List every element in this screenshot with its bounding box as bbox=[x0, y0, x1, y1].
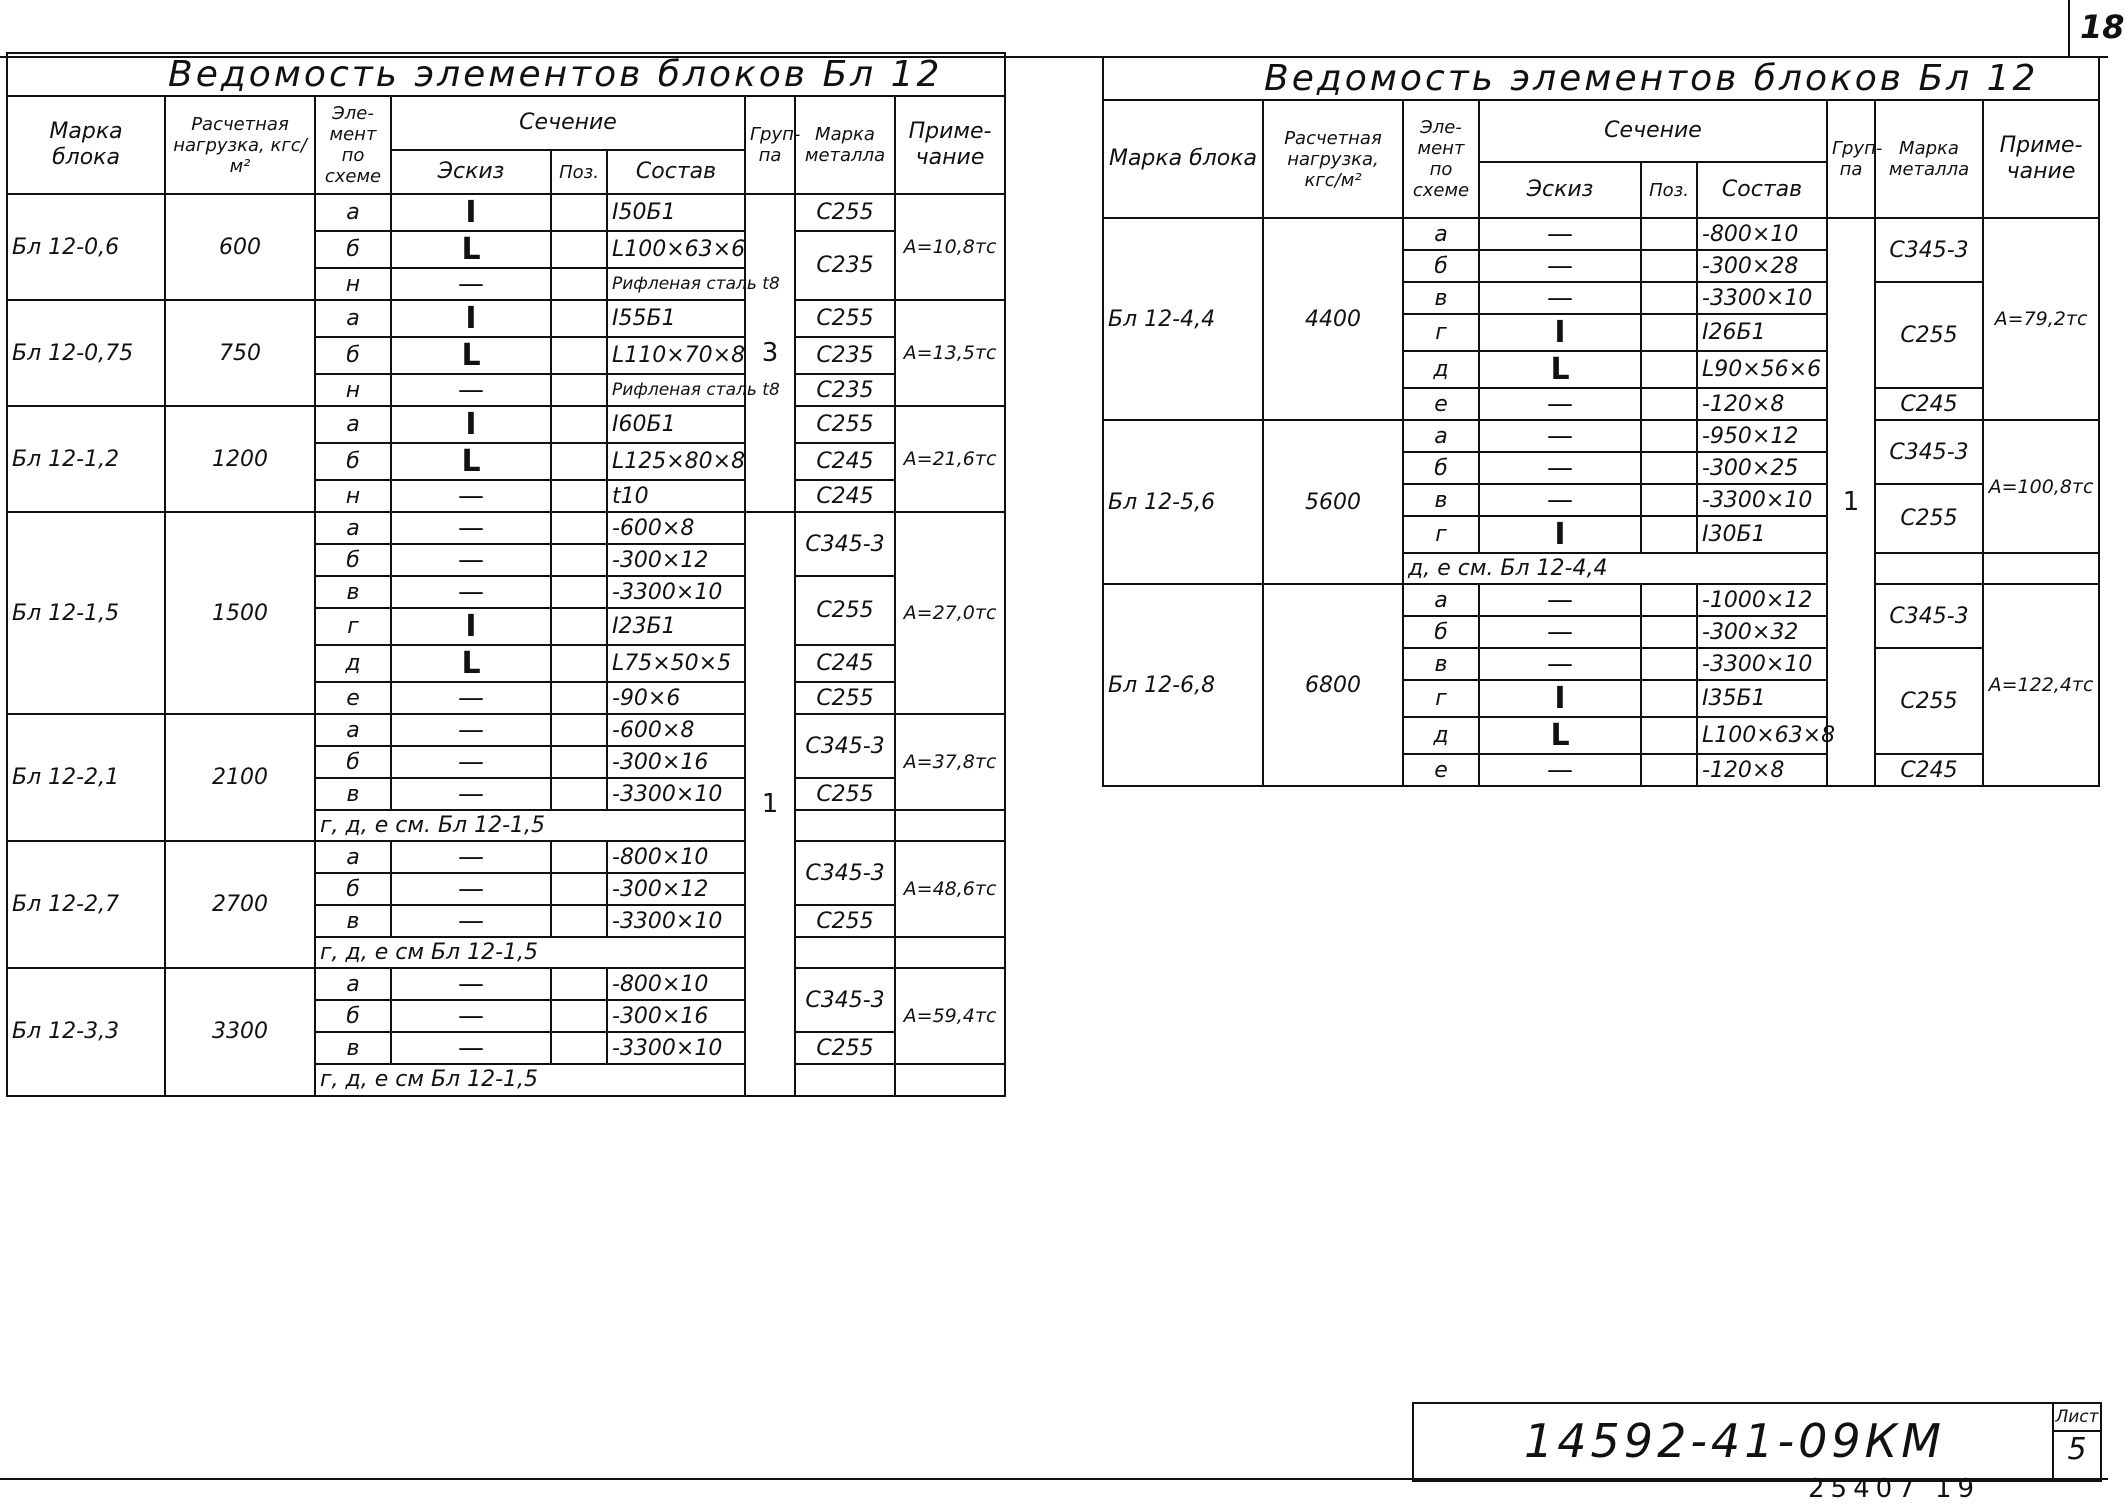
section-sketch: — bbox=[391, 778, 551, 810]
position-cell bbox=[1641, 282, 1697, 314]
metal-grade: С245 bbox=[795, 645, 895, 682]
section-sketch: — bbox=[391, 480, 551, 512]
section-sketch: — bbox=[391, 576, 551, 608]
metal-grade: С245 bbox=[1875, 388, 1983, 420]
document-code: 14592-41-09КМ bbox=[1524, 1414, 1945, 1468]
composition: -300×12 bbox=[607, 873, 745, 905]
composition: Рифленая сталь t8 bbox=[607, 268, 745, 300]
header-note: Приме- чание bbox=[1983, 100, 2099, 218]
title-block bbox=[1412, 1402, 2054, 1482]
element-letter: б bbox=[315, 337, 391, 374]
composition: -800×10 bbox=[1697, 218, 1827, 250]
element-letter: в bbox=[315, 1032, 391, 1064]
metal-grade: С345-3 bbox=[795, 512, 895, 576]
element-letter: б bbox=[1403, 616, 1479, 648]
element-letter: а bbox=[315, 406, 391, 443]
header-position: Поз. bbox=[1641, 162, 1697, 218]
element-letter: б bbox=[315, 873, 391, 905]
element-letter: в bbox=[315, 778, 391, 810]
element-letter: г bbox=[1403, 314, 1479, 351]
element-letter: в bbox=[1403, 648, 1479, 680]
header-note: Приме- чание bbox=[895, 96, 1005, 194]
page-number-bar bbox=[2068, 0, 2070, 56]
block-mark: Бл 12-4,4 bbox=[1103, 218, 1263, 420]
element-letter: а bbox=[1403, 420, 1479, 452]
position-cell bbox=[1641, 314, 1697, 351]
position-cell bbox=[1641, 452, 1697, 484]
section-sketch: — bbox=[1479, 648, 1641, 680]
section-sketch: — bbox=[1479, 420, 1641, 452]
element-letter: в bbox=[315, 905, 391, 937]
section-sketch: — bbox=[391, 905, 551, 937]
composition: -300×12 bbox=[607, 544, 745, 576]
block-load: 1500 bbox=[165, 512, 315, 714]
metal-empty bbox=[795, 1064, 895, 1095]
section-sketch: I bbox=[391, 406, 551, 443]
composition: -3300×10 bbox=[607, 905, 745, 937]
section-sketch: — bbox=[391, 374, 551, 406]
metal-empty bbox=[795, 810, 895, 841]
position-cell bbox=[1641, 680, 1697, 717]
position-cell bbox=[1641, 516, 1697, 553]
element-letter: е bbox=[1403, 388, 1479, 420]
section-sketch: — bbox=[391, 714, 551, 746]
metal-grade: С255 bbox=[1875, 648, 1983, 754]
section-sketch: L bbox=[1479, 351, 1641, 388]
header-block-mark: Марка блока bbox=[1103, 100, 1263, 218]
composition: -600×8 bbox=[607, 512, 745, 544]
header-group: Груп- па bbox=[1827, 100, 1875, 218]
section-sketch: — bbox=[391, 746, 551, 778]
archive-number: 25407 19 bbox=[1808, 1474, 1981, 1504]
section-sketch: I bbox=[1479, 314, 1641, 351]
element-letter: а bbox=[315, 512, 391, 544]
composition: -3300×10 bbox=[607, 576, 745, 608]
block-note: A=10,8тс bbox=[895, 194, 1005, 300]
metal-grade: С245 bbox=[795, 443, 895, 480]
section-sketch: L bbox=[1479, 717, 1641, 754]
section-sketch: — bbox=[1479, 616, 1641, 648]
block-mark: Бл 12-1,5 bbox=[7, 512, 165, 714]
position-cell bbox=[551, 337, 607, 374]
section-sketch: — bbox=[391, 1000, 551, 1032]
composition: -90×6 bbox=[607, 682, 745, 714]
element-letter: д bbox=[1403, 717, 1479, 754]
composition: I55Б1 bbox=[607, 300, 745, 337]
header-block-mark: Марка блока bbox=[7, 96, 165, 194]
composition: t10 bbox=[607, 480, 745, 512]
header-load: Расчетная нагрузка, кгс/м² bbox=[165, 96, 315, 194]
element-letter: а bbox=[315, 968, 391, 1000]
block-mark: Бл 12-5,6 bbox=[1103, 420, 1263, 584]
section-sketch: — bbox=[1479, 584, 1641, 616]
section-sketch: — bbox=[1479, 388, 1641, 420]
position-cell bbox=[1641, 648, 1697, 680]
block-load: 6800 bbox=[1263, 584, 1403, 786]
element-letter: б bbox=[315, 1000, 391, 1032]
composition: -3300×10 bbox=[1697, 282, 1827, 314]
composition: -800×10 bbox=[607, 841, 745, 873]
element-letter: е bbox=[315, 682, 391, 714]
element-letter: а bbox=[315, 194, 391, 231]
position-cell bbox=[551, 682, 607, 714]
sheet-box bbox=[2052, 1402, 2102, 1482]
composition: -300×28 bbox=[1697, 250, 1827, 282]
header-load: Расчетная нагрузка, кгс/м² bbox=[1263, 100, 1403, 218]
position-cell bbox=[1641, 250, 1697, 282]
element-letter: г bbox=[1403, 680, 1479, 717]
left-schedule-table bbox=[6, 52, 1006, 1097]
section-sketch: — bbox=[1479, 484, 1641, 516]
element-letter: в bbox=[1403, 282, 1479, 314]
position-cell bbox=[551, 1032, 607, 1064]
section-sketch: L bbox=[391, 443, 551, 480]
position-cell bbox=[551, 645, 607, 682]
element-letter: а bbox=[315, 714, 391, 746]
position-cell bbox=[551, 268, 607, 300]
position-cell bbox=[551, 576, 607, 608]
metal-grade: С235 bbox=[795, 374, 895, 406]
group-number: 1 bbox=[745, 512, 795, 1096]
position-cell bbox=[1641, 420, 1697, 452]
reference-row: г, д, е см Бл 12-1,5 bbox=[315, 1064, 745, 1095]
header-composition: Состав bbox=[607, 150, 745, 194]
block-mark: Бл 12-0,6 bbox=[7, 194, 165, 300]
metal-grade: С345-3 bbox=[1875, 218, 1983, 282]
metal-grade: С345-3 bbox=[1875, 584, 1983, 648]
block-load: 2700 bbox=[165, 841, 315, 968]
group-number: 1 bbox=[1827, 218, 1875, 786]
section-sketch: — bbox=[391, 682, 551, 714]
block-mark: Бл 12-2,1 bbox=[7, 714, 165, 841]
composition: -3300×10 bbox=[1697, 648, 1827, 680]
metal-grade: С345-3 bbox=[795, 714, 895, 778]
element-letter: б bbox=[315, 231, 391, 268]
composition: L110×70×8 bbox=[607, 337, 745, 374]
composition: -3300×10 bbox=[607, 778, 745, 810]
block-note: A=59,4тс bbox=[895, 968, 1005, 1064]
composition: I26Б1 bbox=[1697, 314, 1827, 351]
section-sketch: — bbox=[391, 968, 551, 1000]
element-letter: а bbox=[1403, 584, 1479, 616]
reference-row: г, д, е см. Бл 12-1,5 bbox=[315, 810, 745, 841]
element-letter: е bbox=[1403, 754, 1479, 786]
element-letter: г bbox=[1403, 516, 1479, 553]
element-letter: н bbox=[315, 268, 391, 300]
element-letter: б bbox=[1403, 250, 1479, 282]
section-sketch: I bbox=[391, 194, 551, 231]
metal-grade: С235 bbox=[795, 231, 895, 300]
table-title: Ведомость элементов блоков Бл 12 bbox=[7, 53, 1005, 96]
block-load: 1200 bbox=[165, 406, 315, 512]
block-note: A=100,8тс bbox=[1983, 420, 2099, 553]
metal-grade: С345-3 bbox=[795, 968, 895, 1032]
block-note: A=48,6тс bbox=[895, 841, 1005, 937]
composition: -1000×12 bbox=[1697, 584, 1827, 616]
composition: L100×63×8 bbox=[1697, 717, 1827, 754]
position-cell bbox=[551, 406, 607, 443]
metal-grade: С235 bbox=[795, 337, 895, 374]
table-title: Ведомость элементов блоков Бл 12 bbox=[1103, 57, 2099, 100]
block-note: A=21,6тс bbox=[895, 406, 1005, 512]
element-letter: б bbox=[315, 746, 391, 778]
section-sketch: L bbox=[391, 337, 551, 374]
block-mark: Бл 12-1,2 bbox=[7, 406, 165, 512]
element-letter: а bbox=[315, 300, 391, 337]
page-number: 18 bbox=[2080, 8, 2125, 46]
element-letter: д bbox=[315, 645, 391, 682]
section-sketch: I bbox=[391, 300, 551, 337]
metal-grade: С345-3 bbox=[1875, 420, 1983, 484]
section-sketch: — bbox=[1479, 218, 1641, 250]
metal-grade: С255 bbox=[795, 406, 895, 443]
block-note: A=27,0тс bbox=[895, 512, 1005, 714]
position-cell bbox=[551, 544, 607, 576]
header-sketch: Эскиз bbox=[1479, 162, 1641, 218]
section-sketch: I bbox=[391, 608, 551, 645]
position-cell bbox=[1641, 388, 1697, 420]
section-sketch: — bbox=[1479, 754, 1641, 786]
composition: -3300×10 bbox=[607, 1032, 745, 1064]
composition: -120×8 bbox=[1697, 388, 1827, 420]
position-cell bbox=[1641, 218, 1697, 250]
header-element: Эле- мент по схеме bbox=[1403, 100, 1479, 218]
metal-grade: С255 bbox=[795, 194, 895, 231]
position-cell bbox=[1641, 584, 1697, 616]
metal-grade: С255 bbox=[795, 300, 895, 337]
composition: I23Б1 bbox=[607, 608, 745, 645]
sheet-label: Лист bbox=[2054, 1404, 2100, 1432]
section-sketch: — bbox=[1479, 282, 1641, 314]
header-element: Эле- мент по схеме bbox=[315, 96, 391, 194]
metal-grade: С255 bbox=[795, 905, 895, 937]
position-cell bbox=[551, 968, 607, 1000]
position-cell bbox=[551, 714, 607, 746]
metal-grade: С255 bbox=[795, 778, 895, 810]
position-cell bbox=[551, 746, 607, 778]
section-sketch: I bbox=[1479, 680, 1641, 717]
position-cell bbox=[1641, 717, 1697, 754]
position-cell bbox=[551, 300, 607, 337]
metal-grade: С245 bbox=[795, 480, 895, 512]
metal-empty bbox=[795, 937, 895, 968]
metal-grade: С255 bbox=[795, 576, 895, 645]
note-empty bbox=[895, 937, 1005, 968]
section-sketch: — bbox=[391, 1032, 551, 1064]
position-cell bbox=[551, 480, 607, 512]
reference-row: г, д, е см Бл 12-1,5 bbox=[315, 937, 745, 968]
reference-row: д, е см. Бл 12-4,4 bbox=[1403, 553, 1827, 584]
metal-grade: С255 bbox=[795, 1032, 895, 1064]
element-letter: б bbox=[315, 443, 391, 480]
block-load: 600 bbox=[165, 194, 315, 300]
position-cell bbox=[551, 374, 607, 406]
element-letter: в bbox=[315, 576, 391, 608]
element-letter: б bbox=[315, 544, 391, 576]
position-cell bbox=[551, 512, 607, 544]
block-note: A=37,8тс bbox=[895, 714, 1005, 810]
block-load: 750 bbox=[165, 300, 315, 406]
element-letter: г bbox=[315, 608, 391, 645]
composition: I60Б1 bbox=[607, 406, 745, 443]
element-letter: а bbox=[1403, 218, 1479, 250]
metal-grade: С245 bbox=[1875, 754, 1983, 786]
header-position: Поз. bbox=[551, 150, 607, 194]
metal-grade: С345-3 bbox=[795, 841, 895, 905]
metal-grade: С255 bbox=[1875, 282, 1983, 388]
header-metal: Марка металла bbox=[1875, 100, 1983, 218]
position-cell bbox=[551, 1000, 607, 1032]
position-cell bbox=[1641, 351, 1697, 388]
composition: -300×25 bbox=[1697, 452, 1827, 484]
composition: I30Б1 bbox=[1697, 516, 1827, 553]
block-load: 3300 bbox=[165, 968, 315, 1095]
element-letter: н bbox=[315, 480, 391, 512]
position-cell bbox=[551, 194, 607, 231]
element-letter: н bbox=[315, 374, 391, 406]
section-sketch: L bbox=[391, 645, 551, 682]
element-letter: д bbox=[1403, 351, 1479, 388]
position-cell bbox=[551, 905, 607, 937]
position-cell bbox=[551, 841, 607, 873]
section-sketch: L bbox=[391, 231, 551, 268]
metal-grade: С255 bbox=[795, 682, 895, 714]
header-section: Сечение bbox=[391, 96, 745, 150]
composition: L90×56×6 bbox=[1697, 351, 1827, 388]
header-sketch: Эскиз bbox=[391, 150, 551, 194]
block-note: A=122,4тс bbox=[1983, 584, 2099, 786]
element-letter: б bbox=[1403, 452, 1479, 484]
position-cell bbox=[551, 873, 607, 905]
composition: -950×12 bbox=[1697, 420, 1827, 452]
block-load: 4400 bbox=[1263, 218, 1403, 420]
header-section: Сечение bbox=[1479, 100, 1827, 162]
composition: -800×10 bbox=[607, 968, 745, 1000]
block-load: 5600 bbox=[1263, 420, 1403, 584]
position-cell bbox=[1641, 754, 1697, 786]
note-empty bbox=[1983, 553, 2099, 584]
section-sketch: — bbox=[391, 544, 551, 576]
position-cell bbox=[551, 778, 607, 810]
composition: I35Б1 bbox=[1697, 680, 1827, 717]
section-sketch: — bbox=[1479, 250, 1641, 282]
block-note: A=13,5тс bbox=[895, 300, 1005, 406]
block-note: A=79,2тс bbox=[1983, 218, 2099, 420]
block-mark: Бл 12-6,8 bbox=[1103, 584, 1263, 786]
block-mark: Бл 12-3,3 bbox=[7, 968, 165, 1095]
section-sketch: — bbox=[391, 268, 551, 300]
composition: -3300×10 bbox=[1697, 484, 1827, 516]
metal-empty bbox=[1875, 553, 1983, 584]
position-cell bbox=[551, 443, 607, 480]
block-load: 2100 bbox=[165, 714, 315, 841]
composition: -300×32 bbox=[1697, 616, 1827, 648]
block-mark: Бл 12-0,75 bbox=[7, 300, 165, 406]
sheet-number: 5 bbox=[2067, 1432, 2087, 1467]
element-letter: а bbox=[315, 841, 391, 873]
position-cell bbox=[1641, 616, 1697, 648]
composition: -300×16 bbox=[607, 746, 745, 778]
composition: L125×80×8 bbox=[607, 443, 745, 480]
composition: -600×8 bbox=[607, 714, 745, 746]
block-mark: Бл 12-2,7 bbox=[7, 841, 165, 968]
position-cell bbox=[551, 231, 607, 268]
composition: L100×63×6 bbox=[607, 231, 745, 268]
section-sketch: — bbox=[1479, 452, 1641, 484]
composition: Рифленая сталь t8 bbox=[607, 374, 745, 406]
right-schedule-table bbox=[1102, 56, 2100, 787]
group-number: 3 bbox=[745, 194, 795, 512]
position-cell bbox=[1641, 484, 1697, 516]
header-group: Груп- па bbox=[745, 96, 795, 194]
composition: I50Б1 bbox=[607, 194, 745, 231]
section-sketch: — bbox=[391, 873, 551, 905]
note-empty bbox=[895, 1064, 1005, 1095]
header-composition: Состав bbox=[1697, 162, 1827, 218]
header-metal: Марка металла bbox=[795, 96, 895, 194]
composition: -300×16 bbox=[607, 1000, 745, 1032]
composition: -120×8 bbox=[1697, 754, 1827, 786]
position-cell bbox=[551, 608, 607, 645]
composition: L75×50×5 bbox=[607, 645, 745, 682]
note-empty bbox=[895, 810, 1005, 841]
element-letter: в bbox=[1403, 484, 1479, 516]
section-sketch: I bbox=[1479, 516, 1641, 553]
metal-grade: С255 bbox=[1875, 484, 1983, 553]
section-sketch: — bbox=[391, 841, 551, 873]
section-sketch: — bbox=[391, 512, 551, 544]
